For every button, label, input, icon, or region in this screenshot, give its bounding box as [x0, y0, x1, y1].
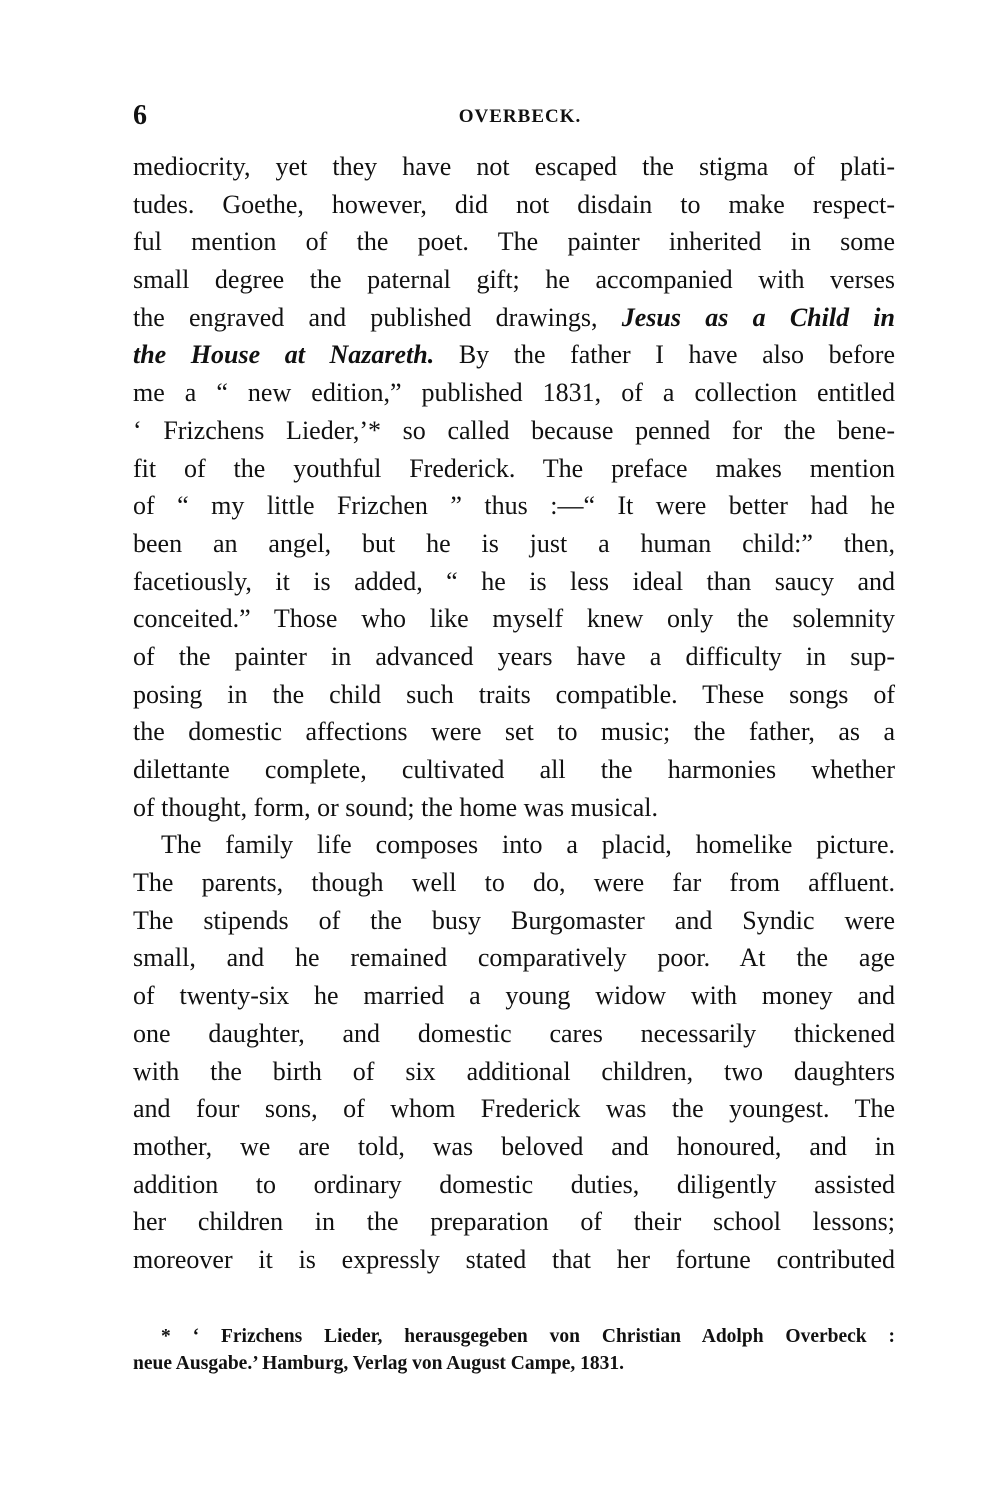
text-line: [133, 299, 895, 337]
text-line: [133, 977, 895, 1015]
italic-title-text: Jesus as a Child in: [621, 302, 895, 332]
text-segment: of twenty-six he married a young widow with money and: [133, 981, 895, 1011]
text-line: [133, 1128, 895, 1166]
italic-title-text: the House at Nazareth.: [133, 340, 435, 370]
text-line: [133, 450, 895, 488]
text-segment: ‘ Frizchens Lieder,’* so called because penned for the bene-: [133, 415, 895, 445]
text-line: [133, 223, 895, 261]
text-segment: the domestic affections were set to music; the father, as a: [133, 717, 895, 747]
footnote: [133, 1323, 895, 1377]
text-line: [133, 487, 895, 525]
text-line: [133, 600, 895, 638]
text-line: [133, 939, 895, 977]
text-segment: fit of the youthful Frederick. The preface makes mention: [133, 453, 895, 483]
text-segment: The family life composes into a placid, homelike picture.: [161, 830, 895, 860]
text-line: [133, 638, 895, 676]
text-segment: of the painter in advanced years have a difficulty in sup-: [133, 641, 895, 671]
text-line: [133, 713, 895, 751]
text-line: [133, 789, 895, 827]
text-segment: me a “ new edition,” published 1831, of a collection entitled: [133, 378, 895, 408]
text-line: [133, 412, 895, 450]
text-segment: her children in the preparation of their school lessons;: [133, 1207, 895, 1237]
text-segment: small, and he remained comparatively poor. At the age: [133, 943, 895, 973]
text-line: [133, 826, 895, 864]
text-line: [133, 1241, 895, 1279]
text-segment: the engraved and published drawings,: [133, 302, 622, 332]
text-line: [133, 676, 895, 714]
text-segment: The stipends of the busy Burgomaster and Syndic were: [133, 905, 895, 935]
text-segment: of “ my little Frizchen ” thus :—“ It were better had he: [133, 491, 895, 521]
text-line: [133, 902, 895, 940]
text-segment: dilettante complete, cultivated all the harmonies whether: [133, 755, 895, 784]
text-line: [133, 525, 895, 563]
text-segment: one daughter, and domestic cares necessarily thickened: [133, 1018, 895, 1048]
text-line: [133, 864, 895, 902]
text-segment: facetiously, it is added, “ he is less ideal than saucy and: [133, 566, 895, 596]
text-line: [133, 374, 895, 412]
text-segment: tudes. Goethe, however, did not disdain to make respect-: [133, 189, 895, 219]
text-line: [133, 261, 895, 299]
text-line: [133, 1166, 895, 1204]
body-text: [133, 148, 895, 1279]
text-segment: ful mention of the poet. The painter inherited in some: [133, 227, 895, 257]
text-line: [133, 751, 895, 789]
footnote-line: * ‘ Frizchens Lieder, herausgegeben von Christian Adolph Overbeck :: [161, 1326, 895, 1347]
running-title: OVERBECK.: [458, 106, 582, 127]
text-segment: posing in the child such traits compatible. These songs of: [133, 679, 895, 709]
text-segment: mediocrity, yet they have not escaped the stigma of plati-: [133, 152, 895, 181]
text-line: [133, 336, 895, 374]
text-line: [133, 1203, 895, 1241]
text-segment: of thought, form, or sound; the home was musical.: [133, 792, 658, 822]
text-segment: moreover it is expressly stated that her fortune contributed: [133, 1244, 895, 1274]
text-line: [133, 148, 895, 186]
text-segment: By the father I have also before: [434, 340, 895, 370]
text-line: [133, 1053, 895, 1091]
text-segment: The parents, though well to do, were far from affluent.: [133, 868, 895, 898]
text-segment: with the birth of six additional children, two daughters: [133, 1056, 895, 1086]
text-line: [133, 1090, 895, 1128]
text-line: [133, 1015, 895, 1053]
text-line: [133, 563, 895, 601]
page-number: 6: [133, 100, 147, 131]
footnote-line: neue Ausgabe.’ Hamburg, Verlag von August Campe, 1831.: [133, 1353, 624, 1374]
text-segment: conceited.” Those who like myself knew only the solemnity: [133, 604, 895, 634]
text-segment: mother, we are told, was beloved and honoured, and in: [133, 1131, 895, 1161]
text-segment: been an angel, but he is just a human child:” then,: [133, 528, 895, 558]
text-line: [133, 186, 895, 224]
text-segment: and four sons, of whom Frederick was the youngest. The: [133, 1094, 895, 1124]
text-segment: small degree the paternal gift; he accompanied with verses: [133, 265, 895, 295]
text-segment: addition to ordinary domestic duties, diligently assisted: [133, 1169, 895, 1199]
